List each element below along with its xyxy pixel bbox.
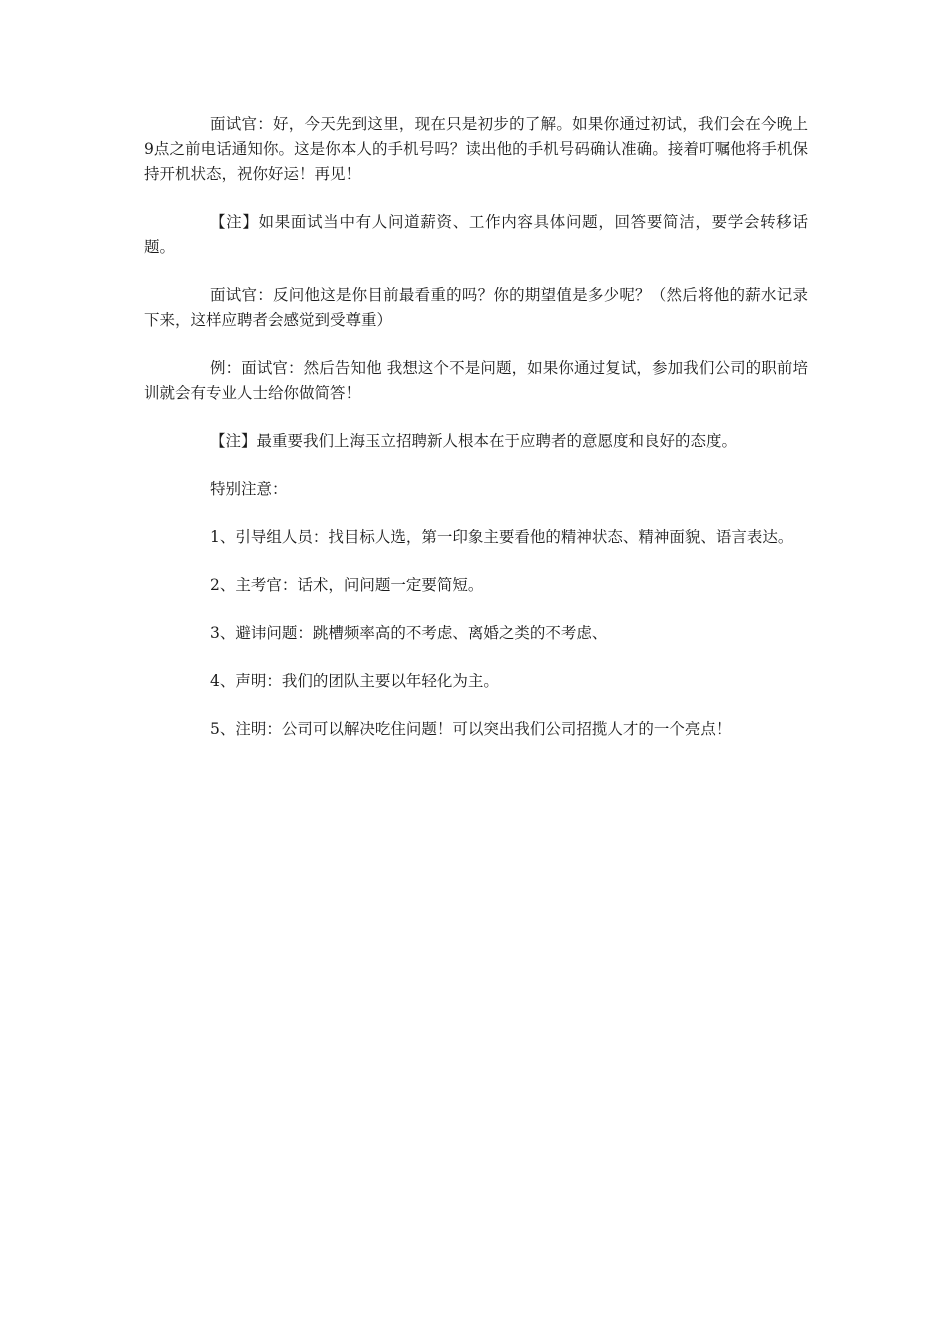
list-item: 3、避讳问题：跳槽频率高的不考虑、离婚之类的不考虑、 [210, 624, 608, 642]
attitude-note: 【注】最重要我们上海玉立招聘新人根本在于应聘者的意愿度和良好的态度。 [210, 432, 738, 450]
list-item: 5、注明：公司可以解决吃住问题！可以突出我们公司招揽人才的一个亮点！ [210, 720, 732, 738]
salary-question-note: 【注】如果面试当中有人问道薪资、工作内容具体问题，回答要简洁，要学会转移话题。 [144, 213, 808, 256]
interviewer-closing-paragraph: 面试官：好，今天先到这里，现在只是初步的了解。如果你通过初试，我们会在今晚上9点之前电话通知你。这是你本人的手机号吗？读出他的手机号码确认准确。接着叮嘱他将手机保持开机状态，祝你好运！再见！ [144, 115, 808, 183]
list-item: 4、声明：我们的团队主要以年轻化为主。 [210, 672, 499, 690]
document-body [144, 112, 808, 765]
special-attention-heading: 特别注意： [210, 480, 288, 498]
list-item: 1、引导组人员：找目标人选，第一印象主要看他的精神状态、精神面貌、语言表达。 [210, 528, 794, 546]
interviewer-counter-question-paragraph: 面试官：反问他这是你目前最看重的吗？你的期望值是多少呢？（然后将他的薪水记录下来，这样应聘者会感觉到受尊重） [144, 286, 808, 329]
list-item: 2、主考官：话术，问问题一定要简短。 [210, 576, 484, 594]
example-paragraph: 例：面试官：然后告知他 我想这个不是问题，如果你通过复试，参加我们公司的职前培训就会有专业人士给你做简答！ [144, 359, 808, 402]
special-attention-list [144, 525, 808, 742]
